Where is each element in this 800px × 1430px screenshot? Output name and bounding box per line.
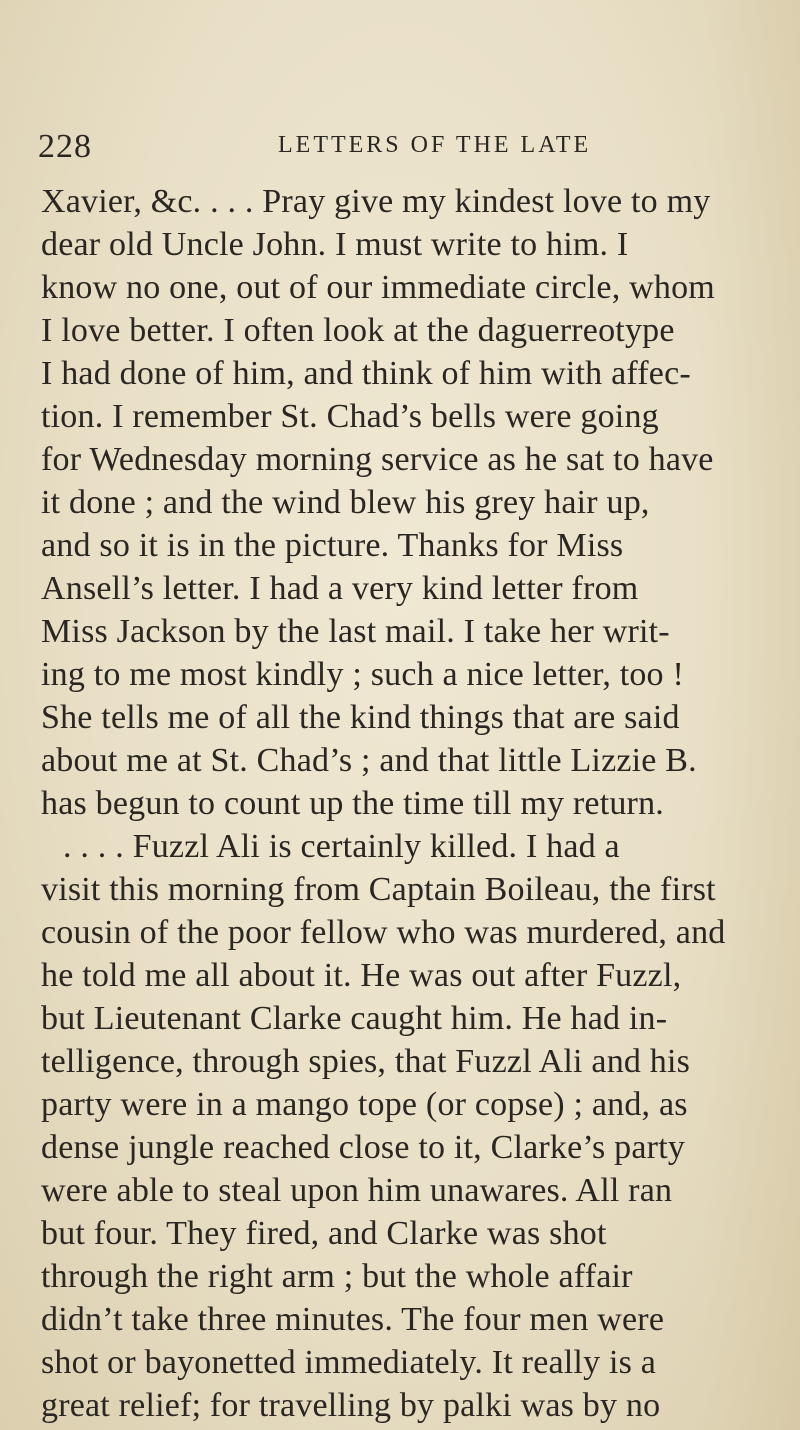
body-text: [41, 180, 791, 1427]
text-line: cousin of the poor fellow who was murdered, and: [41, 914, 726, 951]
text-line: dear old Uncle John. I must write to him. I: [41, 226, 629, 263]
text-line: know no one, out of our immediate circle, whom: [41, 269, 715, 306]
text-line: shot or bayonetted immediately. It really is a: [41, 1344, 657, 1381]
page-number: 228: [38, 128, 92, 165]
text-line: Xavier, &c. . . . Pray give my kindest love to my: [41, 183, 711, 220]
text-line: and so it is in the picture. Thanks for Miss: [41, 527, 624, 564]
text-line: I love better. I often look at the daguerreotype: [41, 312, 675, 349]
text-line: were able to steal upon him unawares. All ran: [41, 1172, 673, 1209]
text-line: but four. They fired, and Clarke was shot: [41, 1215, 607, 1252]
text-line: party were in a mango tope (or copse) ; and, as: [41, 1086, 688, 1123]
text-line: through the right arm ; but the whole affair: [41, 1258, 633, 1295]
text-line: about me at St. Chad’s ; and that little Lizzie B.: [41, 742, 697, 779]
text-line: he told me all about it. He was out after Fuzzl,: [41, 957, 682, 994]
text-line: ing to me most kindly ; such a nice letter, too !: [41, 656, 684, 693]
text-line: . . . . Fuzzl Ali is certainly killed. I had a: [63, 828, 620, 865]
running-title: LETTERS OF THE LATE: [278, 132, 592, 158]
text-line: telligence, through spies, that Fuzzl Ali and his: [41, 1043, 691, 1080]
text-line: She tells me of all the kind things that are said: [41, 699, 680, 736]
text-line: has begun to count up the time till my return.: [41, 785, 664, 822]
text-line: great relief; for travelling by palki was by no: [41, 1387, 661, 1424]
running-head: [38, 128, 778, 168]
text-line: but Lieutenant Clarke caught him. He had in-: [41, 1000, 668, 1037]
text-line: Miss Jackson by the last mail. I take her writ-: [41, 613, 670, 650]
text-line: tion. I remember St. Chad’s bells were going: [41, 398, 659, 435]
text-line: for Wednesday morning service as he sat to have: [41, 441, 714, 478]
text-line: didn’t take three minutes. The four men were: [41, 1301, 665, 1338]
text-line: it done ; and the wind blew his grey hair up,: [41, 484, 650, 521]
text-line: dense jungle reached close to it, Clarke’s party: [41, 1129, 686, 1166]
text-line: visit this morning from Captain Boileau, the first: [41, 871, 716, 908]
text-line: I had done of him, and think of him with affec-: [41, 355, 691, 392]
text-line: Ansell’s letter. I had a very kind letter from: [41, 570, 639, 607]
